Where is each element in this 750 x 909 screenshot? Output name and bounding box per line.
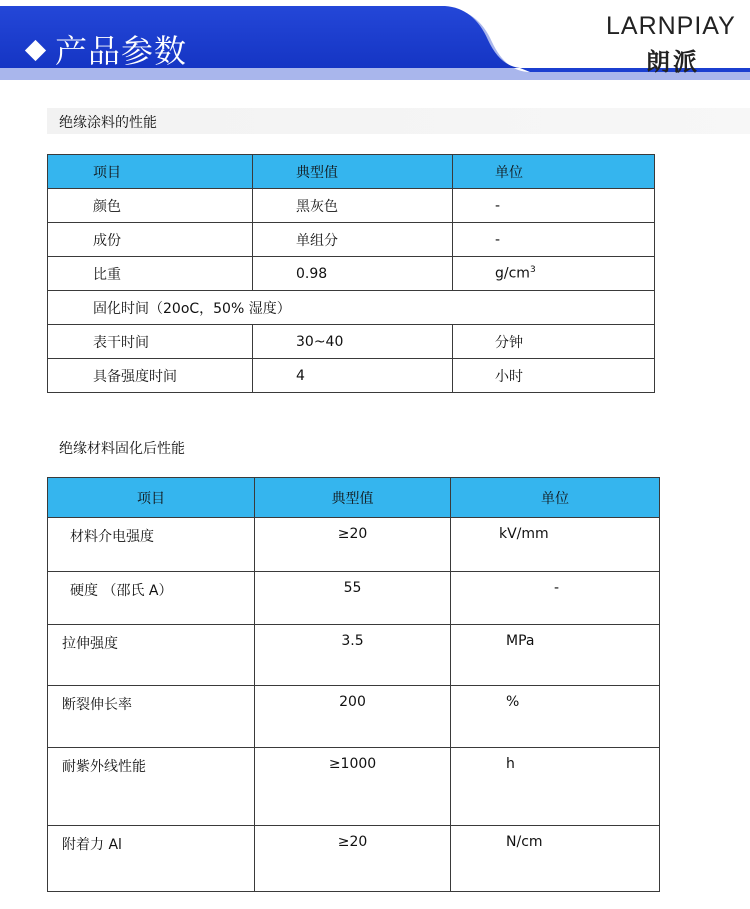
- cell-text: %: [506, 694, 520, 710]
- cell-value: [255, 625, 451, 686]
- cell-unit: [451, 686, 660, 748]
- cell-unit: 分钟: [453, 325, 655, 359]
- table-row: [48, 359, 655, 393]
- cell-text: kV/mm: [499, 526, 549, 542]
- page-title: [28, 26, 187, 72]
- cell-item: 表干时间: [48, 325, 253, 359]
- cell-item: [48, 518, 255, 572]
- cell-text: 硬度 （邵氏 A）: [70, 583, 173, 599]
- cell-item: 成份: [48, 223, 253, 257]
- diamond-icon: [25, 39, 46, 60]
- cell-item: [48, 686, 255, 748]
- header-value: 典型值: [253, 155, 453, 189]
- cell-text: MPa: [506, 633, 535, 649]
- cure-time-note: 固化时间（20oC，50% 湿度）: [48, 291, 655, 325]
- header-banner: [0, 0, 750, 82]
- cell-value: [255, 748, 451, 826]
- table-row: [48, 572, 660, 625]
- table-row: [48, 257, 655, 291]
- cell-value: [255, 518, 451, 572]
- cell-unit: 小时: [453, 359, 655, 393]
- table-row: [48, 748, 660, 826]
- cell-unit: [451, 572, 660, 625]
- header-value: 典型值: [255, 478, 451, 518]
- cell-unit: [451, 518, 660, 572]
- header-item: 项目: [48, 155, 253, 189]
- cell-value: 黑灰色: [253, 189, 453, 223]
- cell-value: 30~40: [253, 325, 453, 359]
- cell-text: 3.5: [341, 633, 364, 649]
- cell-unit: -: [453, 189, 655, 223]
- cell-text: 附着力 Al: [62, 837, 122, 853]
- cell-unit: [451, 748, 660, 826]
- cell-unit: -: [453, 223, 655, 257]
- cell-item: [48, 748, 255, 826]
- cell-item: 具备强度时间: [48, 359, 253, 393]
- cell-text: 耐紫外线性能: [62, 759, 146, 775]
- cell-value: [255, 826, 451, 892]
- header-unit: 单位: [451, 478, 660, 518]
- cell-text: ≥20: [337, 526, 368, 542]
- cell-value: [255, 686, 451, 748]
- cell-text: 200: [339, 694, 366, 710]
- cell-item: [48, 572, 255, 625]
- cell-text: 材料介电强度: [70, 529, 154, 545]
- cell-text: 拉伸强度: [62, 636, 118, 652]
- cell-text: h: [506, 756, 515, 772]
- cell-text: 55: [343, 580, 362, 596]
- cell-item: 颜色: [48, 189, 253, 223]
- table-header-row: [48, 478, 660, 518]
- cell-value: [255, 572, 451, 625]
- cell-unit: [451, 826, 660, 892]
- section2-label: 绝缘材料固化后性能: [59, 441, 185, 457]
- cell-item: 比重: [48, 257, 253, 291]
- header-unit: 单位: [453, 155, 655, 189]
- cell-value: 0.98: [253, 257, 453, 291]
- brand-logo-cn: 朗派: [646, 47, 700, 76]
- cell-unit: [451, 625, 660, 686]
- table-header-row: [48, 155, 655, 189]
- cell-value: 4: [253, 359, 453, 393]
- table-row: [48, 518, 660, 572]
- header-item: 项目: [48, 478, 255, 518]
- cell-text: ≥1000: [328, 756, 377, 772]
- table-row: [48, 826, 660, 892]
- unit-base: g/cm: [495, 265, 530, 282]
- cell-item: [48, 826, 255, 892]
- table-row: [48, 625, 660, 686]
- unit-superscript: 3: [529, 265, 536, 276]
- cell-text: -: [554, 580, 560, 596]
- cell-text: 断裂伸长率: [62, 697, 132, 713]
- page-title-text: 产品参数: [55, 32, 188, 70]
- table-row: [48, 325, 655, 359]
- section1-label: 绝缘涂料的性能: [59, 115, 157, 131]
- cured-properties-table: [47, 477, 660, 892]
- table-note-row: [48, 291, 655, 325]
- cell-unit: [453, 257, 655, 291]
- coating-properties-table: [47, 154, 655, 393]
- cell-text: N/cm: [506, 834, 543, 850]
- table-row: [48, 223, 655, 257]
- cell-item: [48, 625, 255, 686]
- brand-logo-en: LARNPIAY: [606, 12, 736, 40]
- table-row: [48, 686, 660, 748]
- cell-value: 单组分: [253, 223, 453, 257]
- table-row: [48, 189, 655, 223]
- cell-text: ≥20: [337, 834, 368, 850]
